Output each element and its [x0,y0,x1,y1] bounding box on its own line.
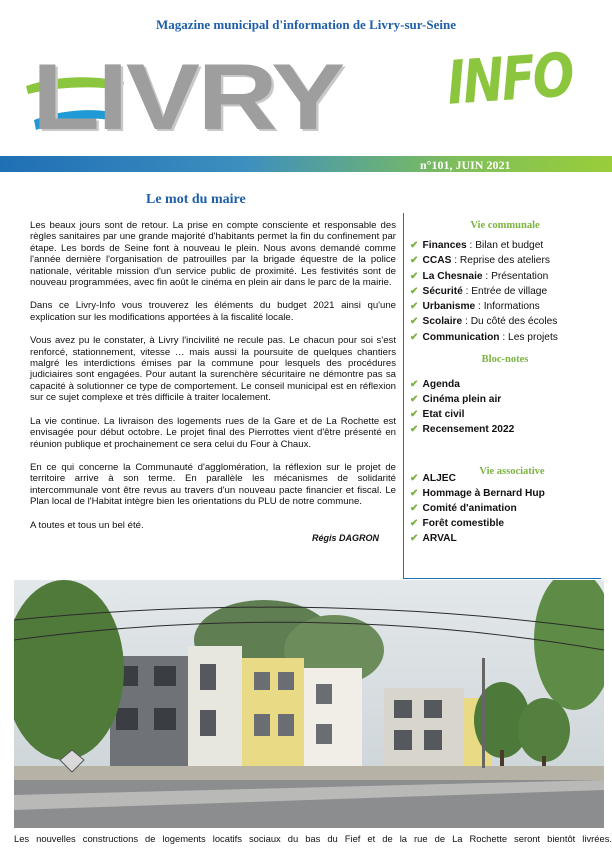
check-icon: ✔ [410,423,419,435]
check-icon: ✔ [410,270,419,282]
sidebar-divider-horizontal [403,578,601,579]
toc-item[interactable]: ✔ Hommage à Bernard Hup [410,487,545,499]
editorial-paragraph: A toutes et tous un bel été. [30,519,144,531]
toc-item[interactable]: ✔ Urbanisme : Informations [410,301,540,313]
housing-photo [14,580,604,828]
check-icon: ✔ [410,285,419,297]
toc-item[interactable]: ✔ La Chesnaie : Présentation [410,270,549,282]
check-icon: ✔ [410,502,419,514]
magazine-tagline: Magazine municipal d'information de Livry-sur-Seine [156,17,456,32]
toc-item[interactable]: ✔ Etat civil [410,408,465,420]
toc-item[interactable]: ✔ Cinéma plein air [410,393,502,405]
check-icon: ✔ [410,532,419,544]
editorial-paragraph: Dans ce Livry-Info vous trouverez les éléments du budget 2021 ainsi qu'une explication sur les modifications apportées à la fiscalité locale. [30,300,396,323]
check-icon: ✔ [410,393,419,405]
editorial-paragraph: Les beaux jours sont de retour. La prise en compte consciente et responsable des règles sanitaires par une grande majorité d'habitants permet la fin du confinement par étape. Les bords de Seine font à nouveau le plein. Nous avons demandé comme l'année dernière l'organisation de patrouilles par la brigade équestre de la police nationale, véritable mission d'un service public de proximité. Les festivités sont de nouveau programmées, avec fin août le cinéma en plein air dans le parc de la mairie. [30,220,396,289]
check-icon: ✔ [410,473,419,484]
editorial-body [30,220,396,543]
mayor-signature: Régis DAGRON [312,533,380,543]
check-icon: ✔ [410,487,419,499]
editorial-paragraph: La vie continue. La livraison des logements rues de la Gare et de La Rochette est envisagée pour début octobre. Le projet final des Pierrottes vient d'être présenté en réunion publique et prochainement ce sera celui du Four à Chaux. [30,415,396,450]
toc-vie-associative [410,472,545,546]
check-icon: ✔ [410,301,419,313]
check-icon: ✔ [410,240,419,251]
issue-number: n°101, JUIN 2021 [420,158,511,172]
logo-livry-title: LIVRY [32,44,343,149]
toc-item[interactable]: ✔ Scolaire : Du côté des écoles [410,316,558,328]
toc-item[interactable]: ✔ Communication : Les projets [410,331,558,343]
check-icon: ✔ [410,517,419,529]
toc-item[interactable]: ✔ Finances : Bilan et budget [410,240,544,251]
toc-item[interactable]: ✔ Forêt comestible [410,517,505,529]
check-icon: ✔ [410,331,419,343]
housing-photo-illustration [14,580,604,828]
editorial-paragraph: En ce qui concerne la Communauté d'agglomération, la réflexion sur le projet de territoire arrive à son terme. En parallèle les mécanismes de solidarité intercommunale vont être revus au travers d'un nouveau pacte financier et fiscal. Le Plan local de l'Habitat intègre bien les orientations du PLU de notre commune. [30,461,396,508]
toc-item[interactable]: ✔ ALJEC [410,473,456,484]
sidebar-divider-vertical [403,213,404,579]
toc-item[interactable]: ✔ Recensement 2022 [410,423,515,435]
toc-item[interactable]: ✔ ARVAL [410,532,457,544]
editorial-title: Le mot du maire [146,192,246,207]
toc-item[interactable]: ✔ Sécurité : Entrée de village [410,285,548,297]
photo-caption: Les nouvelles constructions de logements locatifs sociaux du bas du Fief et de la rue de La Rochette seront bientôt livrées. [14,833,612,844]
check-icon: ✔ [410,379,419,390]
toc-item[interactable]: ✔ CCAS : Reprise des ateliers [410,255,550,267]
logo-info-title: INFO [444,40,575,119]
section-title-vie-communale: Vie communale [470,220,540,231]
toc-vie-communale [410,238,558,345]
check-icon: ✔ [410,316,419,328]
editorial-paragraph: Vous avez pu le constater, à Livry l'incivilité ne recule pas. Le chacun pour soi s'est renforcé, stationnement, vitesse … mais aussi la poursuite de quelques chantiers malgré les interdictions émises par la commune pour lesquels des procédures judiciaires sont engagées. Pour autant la surenchère sécuritaire ne démontre pas sa capacité à solutionner ce type de comportement. Le conseil municipal est en réflexion sur ce sujet complexe et très difficile à traiter localement. [30,335,396,404]
toc-bloc-notes [410,378,514,438]
check-icon: ✔ [410,255,419,267]
section-title-vie-associative: Vie associative [479,466,545,477]
section-title-bloc-notes: Bloc-notes [481,354,529,365]
toc-item[interactable]: ✔ Agenda [410,379,460,390]
check-icon: ✔ [410,408,419,420]
toc-item[interactable]: ✔ Comité d'animation [410,502,517,514]
